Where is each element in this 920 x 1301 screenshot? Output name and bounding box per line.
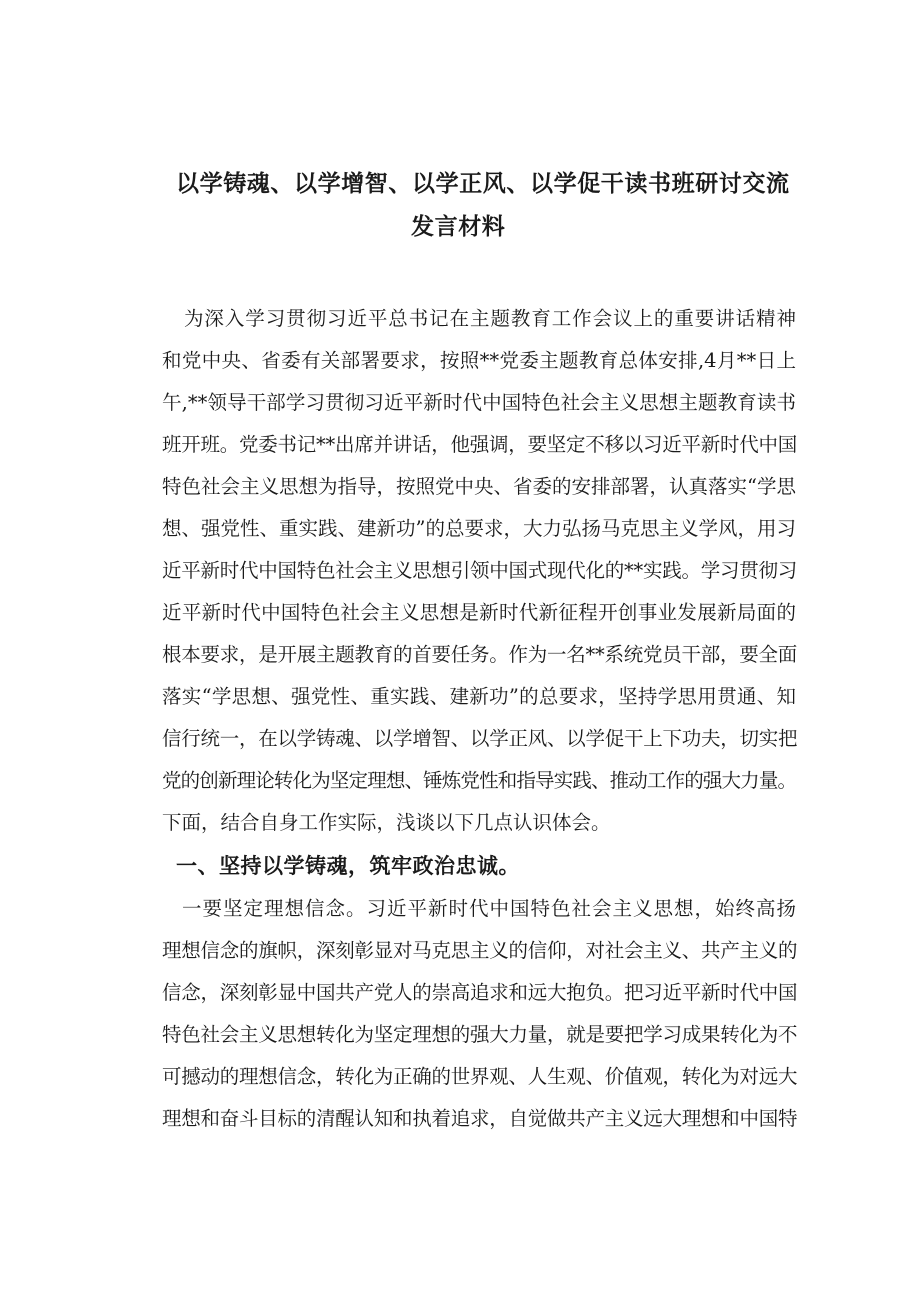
text-line: 近平新时代中国特色社会主义思想是新时代新征程开创事业发展新局面的 [162,601,796,624]
text-line: 信念，深刻彰显中国共产党人的崇高追求和远大抱负。把习近平新时代中国 [162,981,798,1004]
text-line: 为深入学习贯彻习近平总书记在主题教育工作会议上的重要讲话精神 [184,307,796,330]
text-line: 特色社会主义思想转化为坚定理想的强大力量，就是要把学习成果转化为不 [162,1023,798,1046]
text-line: 午,**领导干部学习贯彻习近平新时代中国特色社会主义思想主题教育读书 [162,391,796,414]
text-line: 党的创新理论转化为坚定理想、锤炼党性和指导实践、推动工作的强大力量。 [162,769,796,792]
section-heading-1: 一、坚持以学铸魂，筑牢政治忠诚。 [176,854,520,878]
text-line: 班开班。党委书记**出席并讲话，他强调，要坚定不移以习近平新时代中国 [162,433,798,456]
text-line: 理想和奋斗目标的清醒认知和执着追求，自觉做共产主义远大理想和中国特 [162,1107,798,1130]
document-title-line-1: 以学铸魂、以学增智、以学正风、以学促干读书班研讨交流 [176,171,790,197]
text-line: 理想信念的旗帜，深刻彰显对马克思主义的信仰，对社会主义、共产主义的 [162,939,798,962]
text-line: 信行统一，在以学铸魂、以学增智、以学正风、以学促干上下功夫，切实把 [162,727,798,750]
text-line: 近平新时代中国特色社会主义思想引领中国式现代化的**实践。学习贯彻习 [162,559,798,582]
text-line: 可撼动的理想信念，转化为正确的世界观、人生观、价值观，转化为对远大 [162,1065,798,1088]
text-line: 和党中央、省委有关部署要求，按照**党委主题教育总体安排,4月**日上 [162,349,796,372]
text-line: 根本要求，是开展主题教育的首要任务。作为一名**系统党员干部，要全面 [162,643,798,666]
text-line: 下面，结合自身工作实际，浅谈以下几点认识体会。 [162,811,611,834]
document-title-line-2: 发言材料 [411,214,506,240]
text-line: 特色社会主义思想为指导，按照党中央、省委的安排部署，认真落实“学思 [162,475,796,498]
text-line: 想、强党性、重实践、建新功”的总要求，大力弘扬马克思主义学风，用习 [162,517,796,540]
text-line: 一要坚定理想信念。习近平新时代中国特色社会主义思想，始终高扬 [182,897,796,920]
text-line: 落实“学思想、强党性、重实践、建新功”的总要求，坚持学思用贯通、知 [162,685,796,708]
